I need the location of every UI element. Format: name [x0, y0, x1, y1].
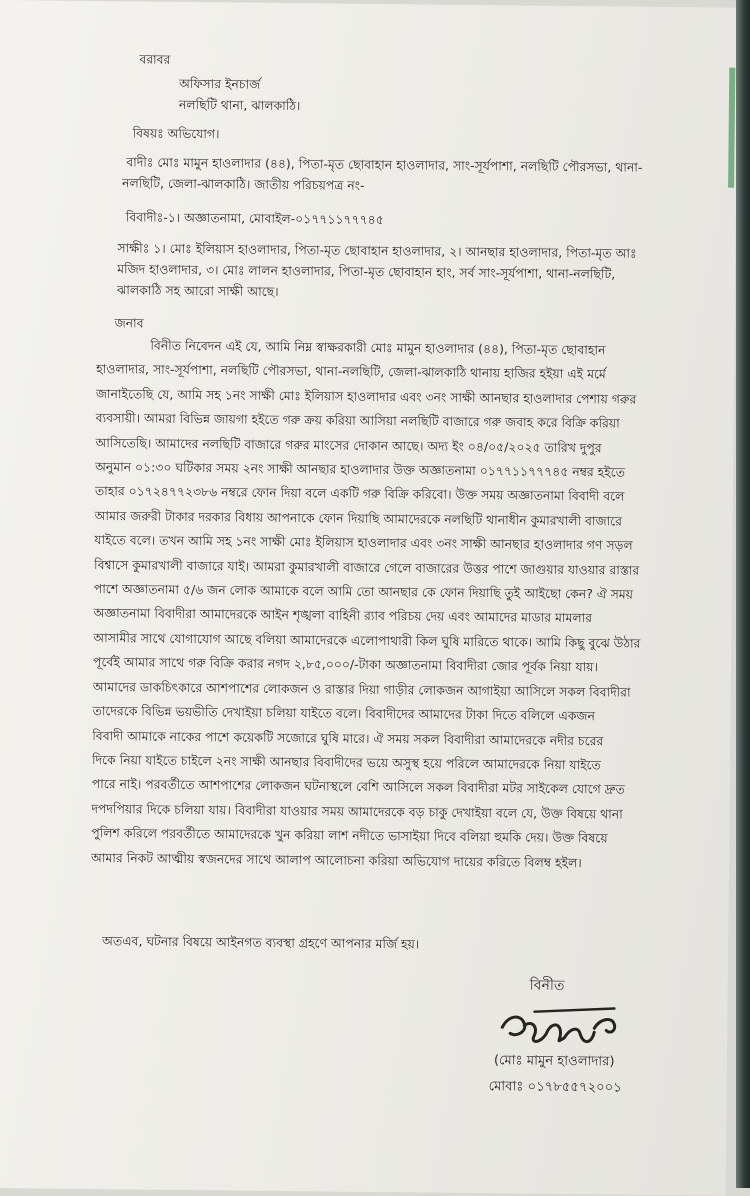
signer-name: (মোঃ মামুন হাওলাদার): [493, 1053, 615, 1070]
witness-block: [117, 237, 730, 306]
witness-line: ঝালকাঠি সহ আরো সাক্ষী আছে।: [116, 282, 279, 299]
witness-line: সাক্ষীঃ ১। মোঃ ইলিয়াস হাওলাদার, পিতা-মৃত ছোবাহান হাওলাদার, ২। আনছার হাওলাদার, পিতা-মৃত আঃ: [117, 240, 637, 261]
body-line: তাদেরকে বিভিন্ন ভয়ভীতি দেখাইয়া চলিয়া যাইতে বলে। বিবাদীদের আমাদের টাকা দিতে বলিলে একজন: [92, 703, 596, 724]
body-line: হাওলাদার, সাং-সূর্যপাশা, নলছিটি পৌরসভা, থানা-নলছিটি, জেলা-ঝালকাঠি থানায় হাজির হইয়া এই মর্মে: [96, 361, 606, 382]
body-line: আসিতেছি। আমাদের নলছিটি বাজারে গরুর মাংসের দোকান আছে। অদ্য ইং ০৪/০৫/২০২৫ তারিখ দুপুর: [95, 434, 602, 455]
body-line: আমার নিকট আত্মীয় স্বজনদের সাথে আলাপ আলোচনা করিয়া অভিযোগ দায়ের করিতে বিলম্ব হইল।: [90, 849, 582, 870]
body-line: পারে নাই। পরবর্তীতে আশপাশের লোকজন ঘটনাস্থলে বেশি আসিলে সকল বিবাদীরা মটর সাইকেল যোগে দ্রুত: [91, 776, 625, 797]
handwritten-signature: [494, 997, 645, 1059]
subject-line: বিষয়ঃ অভিযোগ।: [132, 125, 220, 142]
body-line: পূর্বেই আমার সাথে গরু বিক্রি করার নগদ ২,৮৫,০০০/-টাকা অজ্ঞাতনামা বিবাদীরা জোর পূর্বক নিয়া যায়।: [92, 654, 599, 675]
body-line: ব্যবসায়ী। আমরা বিভিন্ন জায়গা হইতে গরু ক্রয় করিয়া আসিয়া নলছিটি বাজারে গরু জবাহ করে বিক্রি করিয়া: [95, 410, 620, 431]
accused-line: বিবাদীঃ-১। অজ্ঞাতনামা, মোবাইল-০১৭৭১১৭৭৭৪৫: [125, 209, 384, 228]
complaint-body: [91, 333, 733, 877]
body-line: বিনীত নিবেদন এই যে, আমি নিম্ন স্বাক্ষরকারী মোঃ মামুন হাওলাদার (৪৪), পিতা-মৃত ছোবাহান: [150, 337, 606, 358]
body-line: পুলিশ করিলে পরবর্তীতে আমাদেরকে খুন করিয়া লাশ নদীতে ভাসাইয়া দিবে বলিয়া হুমকি দেয়। উক্ত বিষয়ে: [91, 825, 608, 846]
complainant-line: নলছিটি, জেলা-ঝালকাঠি। জাতীয় পরিচয়পত্র নং-: [122, 175, 365, 193]
complainant-line: বাদীঃ মোঃ মামুন হাওলাদার (৪৪), পিতা-মৃত ছোবাহান হাওলাদার, সাং-সূর্যপাশা, নলছিটি পৌরসভা, থানা-: [126, 154, 643, 175]
witness-line: মজিদ হাওলাদার, ৩। মোঃ লালন হাওলাদার, পিতা-মৃত ছোবাহান হাং, সর্ব সাং-সূর্যপাশা, থানা-নলছিটি,: [117, 261, 616, 282]
body-line: পাশে অজ্ঞাতনামা ৫/৬ জন লোক আমাকে বলে আমি তো আনছার কে ফোন দিয়াছি তুই আইছো কেন? ঐ সময়: [93, 581, 634, 602]
sign-off: বিনীত: [529, 977, 565, 994]
salutation: জনাব: [114, 315, 144, 331]
page-shadow-edge: [736, 0, 750, 1188]
body-line: বিশ্বাসে কুমারখালী বাজারে যাই। আমরা কুমারখালী বাজারে গেলে বাজারের উত্তর পাশে জাগুয়ার যাওয়ার রাস্তার: [94, 556, 640, 578]
body-line: দপদপিয়ার দিকে চলিয়া যায়। বিবাদীরা যাওয়ার সময় আমাদেরকে বড় চাকু দেখাইয়া বলে যে, উক্ত বিষয়ে থানা: [91, 800, 623, 822]
body-line: দিকে নিয়া যাইতে চাইলে ২নং সাক্ষী আনছার বিবাদীদের ভয়ে অসুস্থ হয়ে পরিলে আমাদেরকে নিয়া যাইতে: [91, 751, 601, 773]
recipient-title: অফিসার ইনচার্জ: [179, 75, 261, 92]
body-line: আসামীর সাথে যোগাযোগ আছে বলিয়া আমাদেরকে এলোপাথারী কিল ঘুষি মারিতে থাকে। আমি কিছু বুঝে উঠার: [93, 629, 641, 651]
body-line: আমার জরুরী টাকার দরকার বিধায় আপনাকে ফোন দিয়াছি আমাদেরকে নলছিটি থানাধীন কুমারখালী বাজারে: [94, 507, 623, 529]
body-line: অনুমান ০১:৩০ ঘটিকার সময় ২নং সাক্ষী আনছার হাওলাদার উক্ত অজ্ঞাতনামা ০১৭৭১১৭৭৭৪৫ নম্বর হইতে: [95, 459, 625, 480]
to-label: বরাবর: [139, 51, 171, 67]
body-line: বিবাদী আমাকে নাকের পাশে কয়েকটি সজোরে ঘুষি মারে। ঐ সময় সকল বিবাদীরা আমাদেরকে নদীর চরের: [92, 727, 604, 748]
signer-mobile: মোবাঃ ০১৭৮৫৫৭২০০১: [488, 1079, 622, 1096]
closing-line: অতএব, ঘটনার বিষয়ে আইনগত ব্যবস্থা গ্রহণে আপনার মর্জি হয়।: [102, 933, 420, 952]
body-line: অজ্ঞাতনামা বিবাদীরা আমাদেরকে আইন শৃঙ্খলা বাহিনী র‍্যাব পরিচয় দেয় এবং আমাদের মাডার মামলার: [93, 605, 593, 626]
recipient-address: নলছিটি থানা, ঝালকাঠি।: [178, 96, 301, 114]
page-edge-strip: [728, 68, 735, 188]
body-line: জানাইতেছি যে, আমি সহ ১নং সাক্ষী মোঃ ইলিয়াস হাওলাদার এবং ৩নং সাক্ষী আনছার হাওলাদার পেশায় গরুর: [95, 385, 637, 407]
complainant-block: [122, 151, 726, 199]
body-line: যাইতে বলে। তখন আমি সহ ১নং সাক্ষী মোঃ ইলিয়াস হাওলাদার এবং ৩নং সাক্ষী আনছার হাওলাদার গণ সড়ল: [94, 532, 633, 553]
body-line: তাহার ০১৭২৪৭৭২৩৮৬ নম্বরে ফোন দিয়া বলে একটি গরু বিক্রি করিবো। উক্ত সময় অজ্ঞাতনামা বিবাদী বলে: [94, 483, 625, 505]
body-line: আমাদের ডাকচিৎকারে আশপাশের লোকজন ও রাস্তার দিয়া গাড়ীর লোকজন আগাইয়া আসিলে সকল বিবাদীরা: [92, 678, 631, 700]
